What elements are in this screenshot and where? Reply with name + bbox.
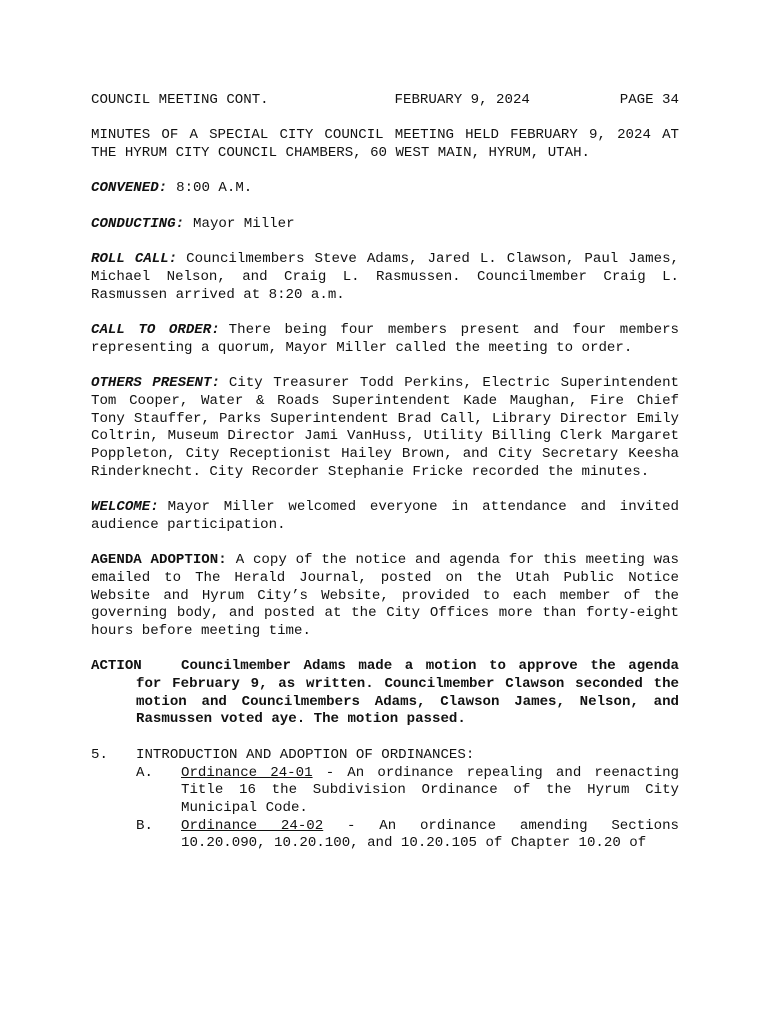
agenda-adoption-section xyxy=(91,552,679,641)
conducting-text: Mayor Miller xyxy=(193,215,295,232)
welcome-section xyxy=(91,499,679,534)
convened-text: 8:00 A.M. xyxy=(176,180,253,197)
header-date: FEBRUARY 9, 2024 xyxy=(394,92,530,108)
ordinance-item-a xyxy=(91,765,679,818)
minutes-page xyxy=(91,92,679,853)
others-present-label: OTHERS PRESENT: xyxy=(91,375,220,392)
ordinance-ref: Ordinance 24-02 xyxy=(181,817,324,834)
agenda-adoption-text: A copy of the notice and agenda for this meeting was emailed to The Herald Journal, posted on the Utah Public Notice Website and Hyrum City’s Website, provided to each member of the governing body, and posted at the City Offices more than forty-eight hours before meeting time. xyxy=(91,552,680,639)
roll-call-label: ROLL CALL: xyxy=(91,251,178,268)
intro-paragraph: MINUTES OF A SPECIAL CITY COUNCIL MEETING HELD FEBRUARY 9, 2024 AT THE HYRUM CITY COUNCIL CHAMBERS, 60 WEST MAIN, HYRUM, UTAH. xyxy=(91,127,679,162)
agenda-adoption-label: AGENDA ADOPTION: xyxy=(91,552,227,569)
welcome-text: Mayor Miller welcomed everyone in attendance and invited audience participation. xyxy=(91,499,679,533)
ordinance-description: - An ordinance amending Sections 10.20.090, 10.20.100, and 10.20.105 of Chapter 10.20 of xyxy=(181,817,679,852)
others-present-text: City Treasurer Todd Perkins, Electric Superintendent Tom Cooper, Water & Roads Superintendent Kade Maughan, Fire Chief Tony Stauffer, Parks Superintendent Brad Call, Library Director Emily Coltrin, Museum Director Jami VanHuss, Utility Billing Clerk Margaret Poppleton, City Receptionist Hailey Brown, and City Secretary Keesha Rinderknecht. City Recorder Stephanie Fricke recorded the minutes. xyxy=(91,375,679,480)
agenda-item-5 xyxy=(91,747,679,765)
header-left: COUNCIL MEETING CONT. xyxy=(91,92,269,108)
ordinance-item-b xyxy=(91,818,679,853)
convened-label: CONVENED: xyxy=(91,180,168,197)
call-to-order-section xyxy=(91,322,679,357)
action-label: ACTION xyxy=(91,658,142,675)
roll-call-text: Councilmembers Steve Adams, Jared L. Clawson, Paul James, Michael Nelson, and Craig L. Rasmussen. Councilmember Craig L. Rasmussen arrived at 8:20 a.m. xyxy=(91,251,679,303)
welcome-label: WELCOME: xyxy=(91,499,159,516)
action-motion xyxy=(91,658,679,729)
convened-section xyxy=(91,180,679,198)
conducting-section xyxy=(91,216,679,234)
roll-call-section xyxy=(91,251,679,304)
item-title: INTRODUCTION AND ADOPTION OF ORDINANCES: xyxy=(136,746,475,763)
call-to-order-label: CALL TO ORDER: xyxy=(91,322,220,339)
sub-letter: B. xyxy=(136,817,153,834)
header-page-number: PAGE 34 xyxy=(619,92,679,108)
sub-letter: A. xyxy=(136,764,153,781)
conducting-label: CONDUCTING: xyxy=(91,215,185,232)
page-header xyxy=(91,92,679,110)
others-present-section xyxy=(91,375,679,481)
item-number: 5. xyxy=(91,746,108,763)
action-text: Councilmember Adams made a motion to approve the agenda for February 9, as written. Councilmember Clawson seconded the motion and Councilmembers Adams, Clawson James, Nelson, and Rasmussen voted aye. The motion passed. xyxy=(136,658,679,728)
ordinance-ref: Ordinance 24-01 xyxy=(181,764,313,781)
ordinance-description: - An ordinance repealing and reenacting Title 16 the Subdivision Ordinance of the Hyrum City Municipal Code. xyxy=(181,764,679,816)
call-to-order-text: There being four members present and four members representing a quorum, Mayor Miller called the meeting to order. xyxy=(91,322,679,356)
